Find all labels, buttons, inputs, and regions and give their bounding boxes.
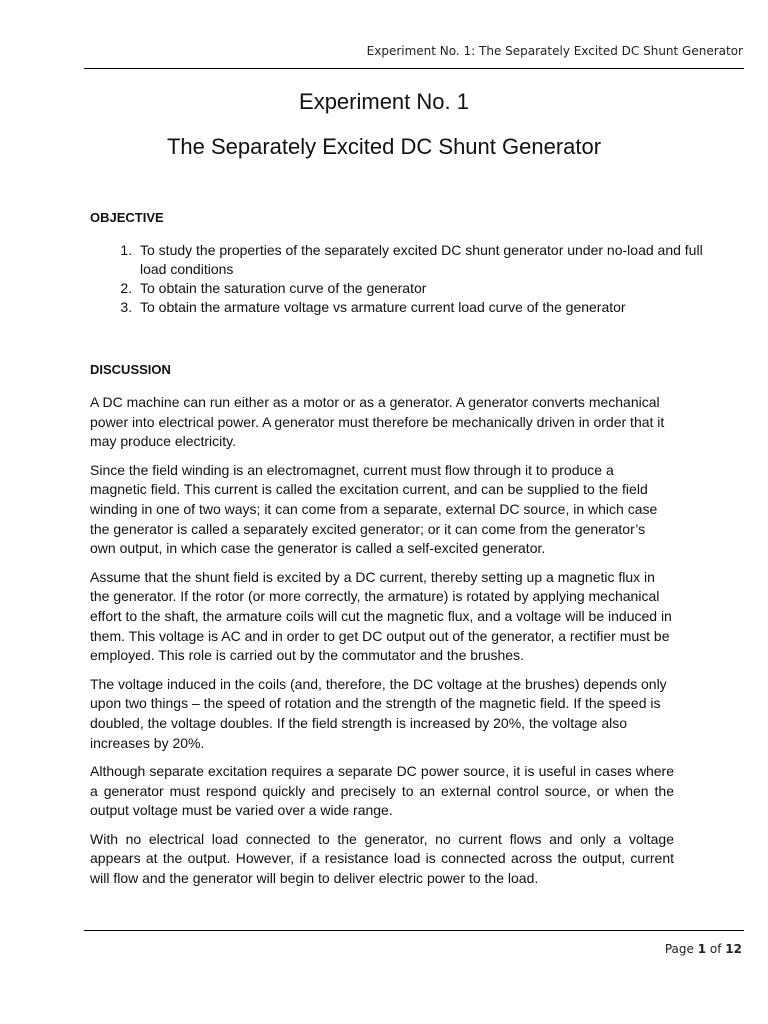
objective-item: 1. To study the properties of the separately excited DC shunt generator under no-load and full load conditions <box>136 241 716 279</box>
discussion-paragraph: With no electrical load connected to the generator, no current flows and only a voltage appears at the output. However, if a resistance load is connected across the output, current will flow and the generator will begin to deliver electric power to the load. <box>90 830 674 887</box>
experiment-name-title: The Separately Excited DC Shunt Generator <box>166 134 602 159</box>
discussion-body <box>90 393 674 898</box>
discussion-paragraph: Since the field winding is an electromagnet, current must flow through it to produce a magnetic field. This current is called the excitation current, and can be supplied to the field winding in one of two ways; it can come from a separate, external DC source, in which case the generator is called a separately excited generator; or it can come from the generator’s own output, in which case the generator is called a self-excited generator. <box>90 461 658 557</box>
of-label: of <box>709 942 722 956</box>
current-page-number: 1 <box>697 942 707 956</box>
discussion-paragraph: The voltage induced in the coils (and, therefore, the DC voltage at the brushes) depends only upon two things – the speed of rotation and the strength of the magnetic field. If the speed is doubled, the voltage doubles. If the field strength is increased by 20%, the voltage also increases by 20%. <box>90 675 667 751</box>
total-page-count: 12 <box>725 942 742 956</box>
footer-rule <box>84 930 744 931</box>
objective-list <box>90 241 716 317</box>
header-rule <box>84 68 744 69</box>
running-header: Experiment No. 1: The Separately Excited DC Shunt Generator <box>366 44 743 58</box>
experiment-number-title: Experiment No. 1 <box>299 89 469 114</box>
discussion-heading: DISCUSSION <box>90 362 171 377</box>
objective-item: 3. To obtain the armature voltage vs armature current load curve of the generator <box>136 298 716 317</box>
discussion-paragraph: Assume that the shunt field is excited by a DC current, thereby setting up a magnetic flux in the generator. If the rotor (or more correctly, the armature) is rotated by applying mechanical effort to the shaft, the armature coils will cut the magnetic flux, and a voltage will be induced in them. This voltage is AC and in order to get DC output out of the generator, a rectifier must be employed. This role is carried out by the commutator and the brushes. <box>90 568 672 664</box>
objective-item: 2. To obtain the saturation curve of the generator <box>136 279 716 298</box>
page-number-footer <box>665 942 742 956</box>
objective-heading: OBJECTIVE <box>90 210 164 225</box>
page-label: Page <box>664 942 694 956</box>
discussion-paragraph: Although separate excitation requires a separate DC power source, it is useful in cases where a generator must respond quickly and precisely to an external control source, or when the output voltage must be varied over a wide range. <box>90 763 674 819</box>
discussion-paragraph: A DC machine can run either as a motor or as a generator. A generator converts mechanical power into electrical power. A generator must therefore be mechanically driven in order that it may produce electricity. <box>90 394 665 450</box>
